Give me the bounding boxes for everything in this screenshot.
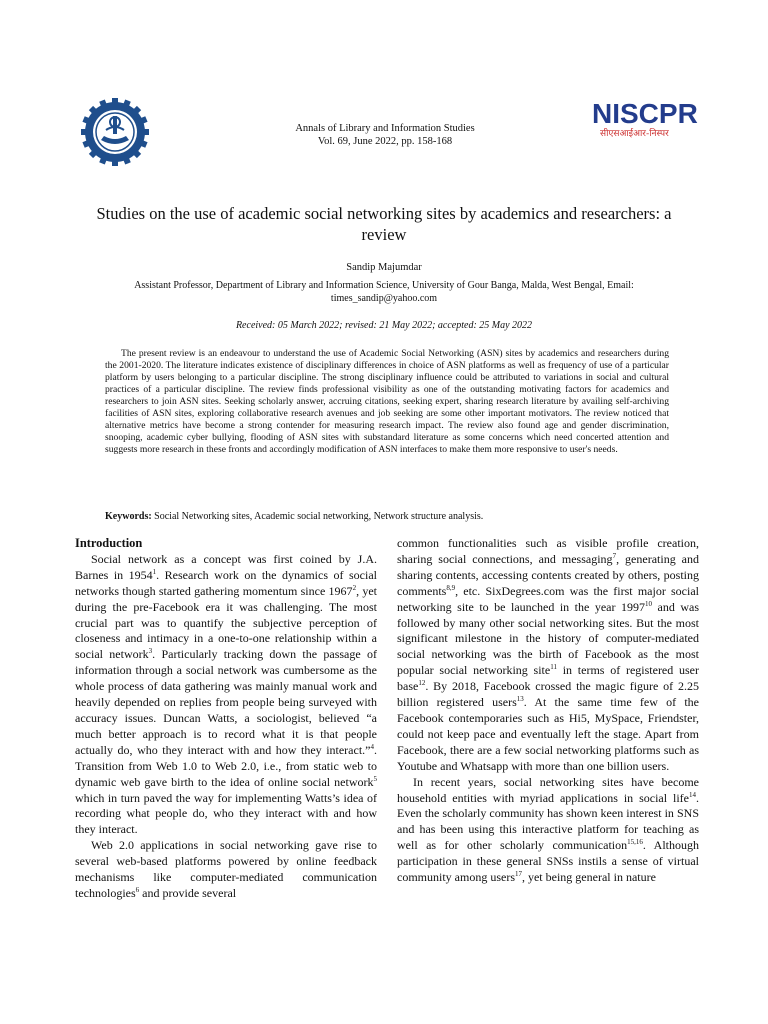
body-paragraph — [75, 552, 377, 838]
gear-tooth — [112, 158, 118, 166]
paragraph-text: . By 2018, Facebook crossed the magic figure of 2.25 billion registered users — [397, 679, 699, 710]
citation-superscript: 14 — [689, 790, 696, 799]
citation-superscript: 4 — [370, 742, 374, 751]
body-column-left — [75, 536, 377, 902]
paragraph-text: Social network as a concept was first coined by J.A. Barnes in 1954 — [75, 551, 377, 582]
citation-superscript: 12 — [418, 679, 426, 688]
body-paragraph — [75, 838, 377, 902]
citation-superscript: 17 — [514, 870, 522, 879]
gear-tooth — [81, 129, 89, 135]
paragraph-text: , yet being general in nature — [521, 870, 656, 885]
paragraph-text: In recent years, social networking sites have become household entities with myriad applications in social life — [397, 774, 699, 805]
paragraph-text: and was followed by many other social networking sites. But the most significant milestone in the history of computer-mediated social networking was the birth of Facebook as the most popular social networking site — [397, 599, 700, 678]
csir-emblem-logo — [79, 96, 151, 168]
citation-superscript: 13 — [516, 695, 524, 704]
niscpr-logo-text: NISCPR — [592, 98, 698, 129]
paragraph-text: , etc. SixDegrees.com was the first major social networking site to be launched in the year 1997 — [397, 583, 699, 614]
article-dates: Received: 05 March 2022; revised: 21 May 2022; accepted: 25 May 2022 — [235, 320, 533, 331]
paragraph-text: and provide several — [139, 885, 237, 900]
paragraph-text: . Transition from Web 1.0 to Web 2.0, i.e., from static web to dynamic web gave birth to the idea of online social network — [75, 742, 377, 789]
citation-superscript: 6 — [135, 885, 140, 894]
citation-superscript: 11 — [550, 663, 557, 672]
keywords-label: Keywords: — [105, 511, 152, 522]
citation-superscript: 2 — [352, 583, 357, 592]
paragraph-text: . Although participation in these general SNSs instils a sense of virtual community among users — [397, 838, 699, 885]
paragraph-text: which in turn paved the way for implementing Watts’s idea of recording what people do, who they interact with and how they interact. — [75, 790, 377, 837]
journal-citation: Vol. 69, June 2022, pp. 158-168 — [317, 136, 453, 147]
citation-superscript: 10 — [645, 599, 652, 608]
keywords-line — [105, 511, 669, 522]
body-column-right — [397, 536, 699, 886]
gear-tooth — [141, 129, 149, 135]
article-title: Studies on the use of academic social networking sites by academics and researchers: a review — [96, 204, 672, 244]
article-author: Sandip Majumdar — [346, 262, 422, 273]
citation-superscript: 5 — [373, 774, 377, 783]
journal-header — [240, 122, 530, 148]
article-abstract: The present review is an endeavour to understand the use of Academic Social Networking (ASN) sites by academics and researchers during the 2001-2020. The literature indicates existence of disciplinary differences in choice of ASN platforms as well as frequency of use of a particular platform by users belonging to a particular discipline. The strong disciplinary influence could be attributed to variations in social and cultural practices of a particular discipline. The review finds professional visibility as one of the outstanding motivating factors for academics and researchers to join ASN sites. Seeking scholarly answer, accruing citations, seeking expert, sharing research literature by availing self-archiving facilities of ASN sites, exploring collaborative research avenues and job seeking are some other important motivators. The review noticed that alternative metrics have become a strong contender for measuring research impact. The review also found age and gender discrimination, snooping, academic cyber bullying, flooding of ASN sites with substandard literature as some concerns which need concerted attention and suggests more research in these fronts and accordingly modification of ASN interfaces to make them more responsive to user's needs. — [105, 348, 669, 455]
paragraph-text: Web 2.0 applications in social networking gave rise to several web-based platforms powered by online feedback mechanisms like computer-mediated communication technologies — [75, 838, 377, 900]
niscpr-logo-subtext: सीएसआईआर-निस्पर — [600, 129, 669, 139]
citation-superscript: 7 — [612, 551, 617, 560]
citation-superscript: 15,16 — [627, 838, 643, 847]
paragraph-text: common functionalities such as visible profile creation, sharing social connections, and messaging — [397, 536, 699, 566]
niscpr-logo — [590, 93, 702, 139]
paragraph-text: . Particularly tracking down the passage of information through a social network was cumbersome as the whole process of data gathering was mainly manual work and heavily depended on replies from people being surveyed with accuracy issues. Duncan Watts, a sociologist, believed “a much better approach is to record what it is that people actually do, who they interact with and how they interact.” — [75, 647, 378, 757]
paragraph-text: , generating and sharing contents, accessing contents created by others, posting comments — [397, 551, 699, 598]
paragraph-text: . Research work on the dynamics of social networks though started gathering momentum since 1967 — [75, 567, 377, 598]
body-paragraph — [397, 536, 699, 775]
section-heading-introduction: Introduction — [75, 536, 143, 550]
paragraph-text: . Even the scholarly community has shown keen interest in SNS and has been using this interactive platform for teaching as well as for other scholarly communication — [397, 790, 699, 853]
journal-name: Annals of Library and Information Studies — [295, 123, 475, 134]
keywords-text: Social Networking sites, Academic social networking, Network structure analysis. — [154, 511, 484, 522]
citation-superscript: 8,9 — [446, 583, 456, 592]
body-paragraph — [397, 775, 699, 886]
author-affiliation: Assistant Professor, Department of Library and Information Science, University of Gour Banga, Malda, West Bengal, Email: times_sandip@yahoo.com — [134, 280, 634, 304]
paragraph-text: in terms of registered user base — [397, 663, 699, 694]
paragraph-text: . At the same time few of the Facebook contemporaries such as Hi5, MySpace, Friendster, could not keep pace and eventually left the stage. Apart from Facebook, there are a few social networking platforms such as Youtube and Whatsapp with more than one billion users. — [397, 695, 699, 773]
citation-superscript: 1 — [152, 567, 157, 576]
gear-tooth — [112, 98, 118, 106]
citation-superscript: 3 — [148, 647, 153, 656]
paragraph-text: , yet during the pre-Facebook era it was challenging. The most crucial part was to quantify the subjective perception of closeness and intimacy in a one-to-one relationship within a social network — [75, 583, 377, 662]
